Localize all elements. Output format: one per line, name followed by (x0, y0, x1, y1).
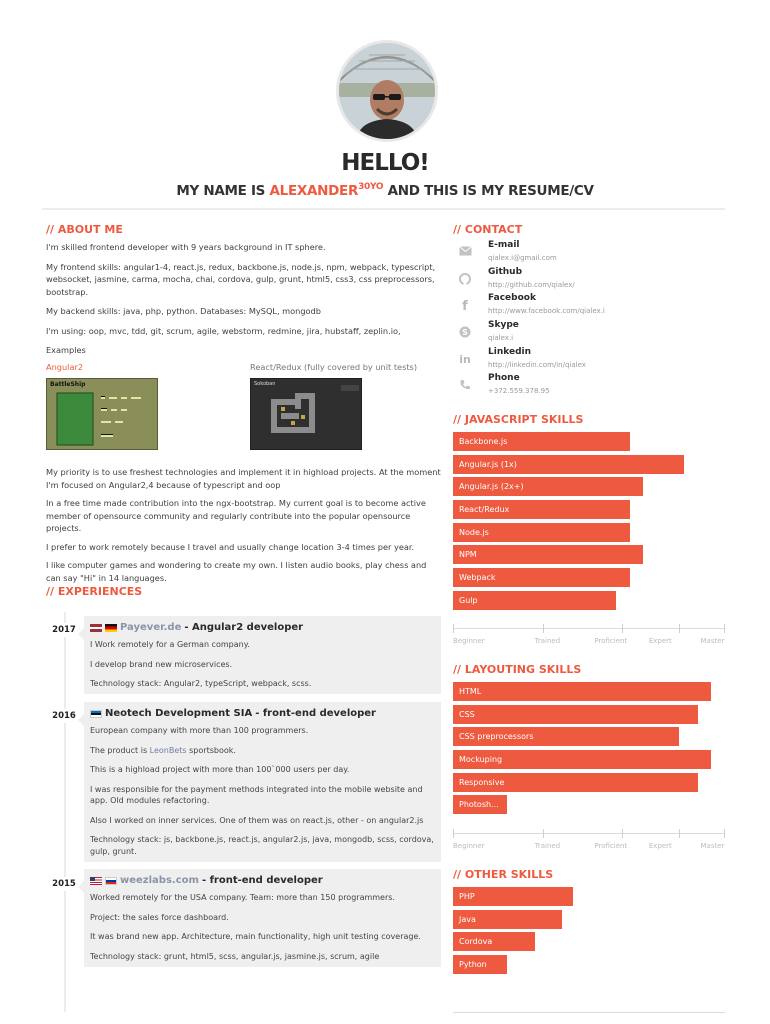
about-paragraph: My frontend skills: angular1-4, react.js, redux, backbone.js, node.js, npm, webpack, typescript, websocket, jasmine, carma, mocha, chai, cordova, gulp, grunt, html5, css3, css preprocessors, bootstrap. (46, 261, 436, 297)
job-year: 2015 (44, 877, 84, 891)
js-skills-title: // JAVASCRIPT SKILLS (453, 413, 584, 426)
skill-bar: Backbone.js (453, 432, 630, 451)
skill-bar: PHP (453, 887, 573, 906)
sokoban-screenshot[interactable] (250, 378, 362, 450)
battleship-caption: BattleShip (50, 381, 86, 388)
skill-bar: NPM (453, 545, 643, 564)
job-role: - Angular2 developer (184, 622, 304, 633)
contact-value-skype[interactable]: qialex.i (488, 334, 514, 343)
layout-skills-scale (453, 825, 725, 849)
skill-bar: CSS (453, 705, 698, 724)
job-line: It was brand new app. Architecture, main functionality, high unit testing coverage. (90, 932, 421, 941)
job-line: Technology stack: Angular2, typeScript, webpack, scss. (90, 679, 312, 688)
scale-tick (679, 624, 680, 633)
contact-label: Facebook (488, 293, 536, 304)
scale-tick (453, 624, 454, 633)
scale-label: Proficient (594, 637, 628, 645)
skill-bar: Angular.js (1x) (453, 455, 684, 474)
battleship-screenshot[interactable] (46, 378, 158, 450)
job-title (90, 708, 435, 719)
hello-heading: HELLO! (341, 150, 429, 176)
usa-flag-icon (90, 877, 102, 885)
job-title (90, 875, 435, 886)
contact-item-linkedin (452, 347, 732, 374)
job-title (90, 622, 435, 633)
contact-list (452, 240, 732, 400)
examples-heading: Examples (46, 345, 86, 355)
scale-label: Beginner (453, 842, 485, 850)
latvia-flag-icon (90, 624, 102, 632)
page-subtitle (0, 182, 770, 199)
skill-bar: Java (453, 910, 562, 929)
contact-item-email (452, 240, 732, 267)
svg-text:S: S (462, 328, 468, 338)
scale-axis (453, 628, 725, 629)
contact-item-skype (452, 320, 732, 347)
example-angular2-link[interactable]: Angular2 (46, 362, 84, 372)
scale-label: Master (700, 842, 725, 850)
job-year: 2017 (44, 623, 84, 637)
product-link[interactable]: LeonBets (149, 745, 187, 755)
contact-value-facebook[interactable]: http://www.facebook.com/qialex.i (488, 307, 605, 316)
company-link[interactable]: Payever.de (120, 622, 182, 633)
timeline-line (64, 612, 66, 1012)
contact-label: Github (488, 266, 523, 277)
about-text-more (46, 466, 441, 590)
job-line: This is a highload project with more than 100`000 users per day. (90, 765, 350, 774)
subtitle-pre: MY NAME IS (176, 183, 270, 199)
skill-bar: React/Redux (453, 500, 630, 519)
skill-bar: Responsive (453, 773, 698, 792)
contact-value-phone[interactable]: +372.559.378.95 (488, 387, 550, 396)
estonia-flag-icon (90, 710, 102, 718)
about-title: // ABOUT ME (46, 223, 123, 236)
other-skills-title: // OTHER SKILLS (453, 868, 554, 881)
skill-bar: Cordova (453, 932, 535, 951)
linkedin-icon: in (459, 352, 471, 366)
scale-tick (453, 829, 454, 838)
scale-axis (453, 833, 725, 834)
scale-tick (543, 829, 544, 838)
other-skills-bars (453, 887, 725, 978)
job-line: I was responsible for the payment methods integrated into the mobile website and app. Old modules refactoring. (90, 784, 423, 805)
js-skills-scale (453, 620, 725, 644)
job-line-text: The product is (90, 745, 150, 755)
sokoban-caption: Sokoban (254, 381, 276, 387)
scale-label: Trained (534, 637, 561, 645)
about-paragraph: My priority is to use freshest technologies and implement it in highload projects. At the moment I'm focused on Angular2,4 because of typescript and oop (46, 467, 441, 490)
job-line: I develop brand new microservices. (90, 659, 233, 669)
scale-label: Master (700, 637, 725, 645)
skill-bar: Photosh... (453, 795, 507, 814)
scale-tick (622, 829, 623, 838)
contact-value-github[interactable]: http://github.com/qialex/ (488, 280, 575, 289)
about-text (46, 241, 441, 364)
job-card-weezlabs (84, 869, 441, 967)
company-link[interactable]: weezlabs.com (120, 875, 199, 886)
job-line: Technology stack: grunt, html5, scss, angular.js, jasmine.js, scrum, agile (90, 951, 380, 961)
contact-label: Linkedin (488, 346, 532, 357)
about-paragraph: I'm skilled frontend developer with 9 years background in IT sphere. (46, 242, 326, 252)
skill-bar: Python (453, 955, 507, 974)
skill-bar: Angular.js (2x+) (453, 477, 643, 496)
contact-label: E-mail (488, 240, 520, 250)
skill-bar: Mockuping (453, 750, 711, 769)
russia-flag-icon (105, 877, 117, 885)
job-line: Project: the sales force dashboard. (90, 912, 229, 922)
skype-icon (456, 326, 474, 341)
contact-item-phone (452, 373, 732, 400)
contact-title: // CONTACT (453, 223, 523, 236)
header-divider (42, 208, 725, 210)
job-line: Technology stack: js, backbone.js, react.js, angular2.js, java, mongodb, scss, cordova, gulp, grunt. (90, 835, 434, 856)
profile-avatar (336, 40, 438, 142)
contact-item-github (452, 267, 732, 294)
scale-tick (724, 624, 725, 633)
scale-tick (679, 829, 680, 838)
skill-bar: CSS preprocessors (453, 727, 679, 746)
job-line: Worked remotely for the USA company. Team: more than 150 programmers. (90, 893, 395, 902)
skill-bar: Webpack (453, 568, 630, 587)
js-skills-bars (453, 432, 725, 614)
scale-label: Beginner (453, 637, 485, 645)
about-paragraph: In a free time made contribution into the ngx-bootstrap. My current goal is to become active member of opensource community and regularly contribute into the popular opensource projects. (46, 498, 426, 533)
age-badge: 30YO (358, 182, 384, 192)
job-line: I Work remotely for a German company. (90, 640, 250, 649)
scale-label: Expert (648, 842, 672, 850)
github-icon (456, 273, 474, 288)
job-card-neotech (84, 702, 441, 862)
job-line: European company with more than 100 programmers. (90, 726, 309, 735)
subtitle-post: AND THIS IS MY RESUME/CV (383, 183, 594, 199)
job-line (90, 745, 435, 757)
germany-flag-icon (105, 624, 117, 632)
scale-label: Proficient (594, 842, 628, 850)
scale-tick (622, 624, 623, 633)
about-paragraph: I prefer to work remotely because I travel and usually change location 3-4 times per year. (46, 541, 415, 552)
layout-skills-bars (453, 682, 725, 818)
about-paragraph: My backend skills: java, php, python. Databases: MySQL, mongodb (46, 306, 321, 316)
skill-bar: HTML (453, 682, 711, 701)
contact-label: Skype (488, 320, 519, 331)
job-card-payever (84, 616, 441, 694)
job-line-text: sportsbook. (186, 745, 236, 755)
scale-tick (543, 624, 544, 633)
phone-icon (456, 379, 474, 394)
company-name: Neotech Development SIA (105, 708, 253, 719)
mail-icon (456, 246, 474, 259)
scale-tick (724, 829, 725, 838)
contact-label: Phone (488, 373, 520, 384)
contact-value-email[interactable]: qialex.i@gmail.com (488, 254, 557, 262)
job-year: 2016 (44, 709, 84, 723)
skills-bottom-rule (453, 1012, 725, 1013)
layout-skills-title: // LAYOUTING SKILLS (453, 663, 582, 676)
contact-item-facebook (452, 293, 732, 320)
contact-value-linkedin[interactable]: http://linkedin.com/in/qialex (488, 360, 586, 369)
skill-bar: Node.js (453, 523, 630, 542)
experiences-title: // EXPERIENCES (46, 585, 143, 598)
owner-name: ALEXANDER (269, 183, 359, 199)
example-react-link[interactable]: React/Redux (fully covered by unit tests) (250, 362, 418, 372)
facebook-icon: f (462, 299, 468, 315)
about-paragraph: I'm using: oop, mvc, tdd, git, scrum, agile, webstorm, redmine, jira, hubstaff, zeplin.io, (46, 325, 401, 336)
scale-label: Expert (648, 637, 672, 645)
scale-label: Trained (534, 842, 561, 850)
about-paragraph: I like computer games and wondering to create my own. I listen audio books, play chess and can say "Hi" in 14 languages. (46, 560, 427, 583)
job-role: - front-end developer (201, 875, 323, 886)
job-role: - front-end developer (255, 708, 376, 719)
skill-bar: Gulp (453, 591, 616, 610)
job-line: Also I worked on inner services. One of them was on react.js, other - on angular2.js (90, 815, 424, 825)
